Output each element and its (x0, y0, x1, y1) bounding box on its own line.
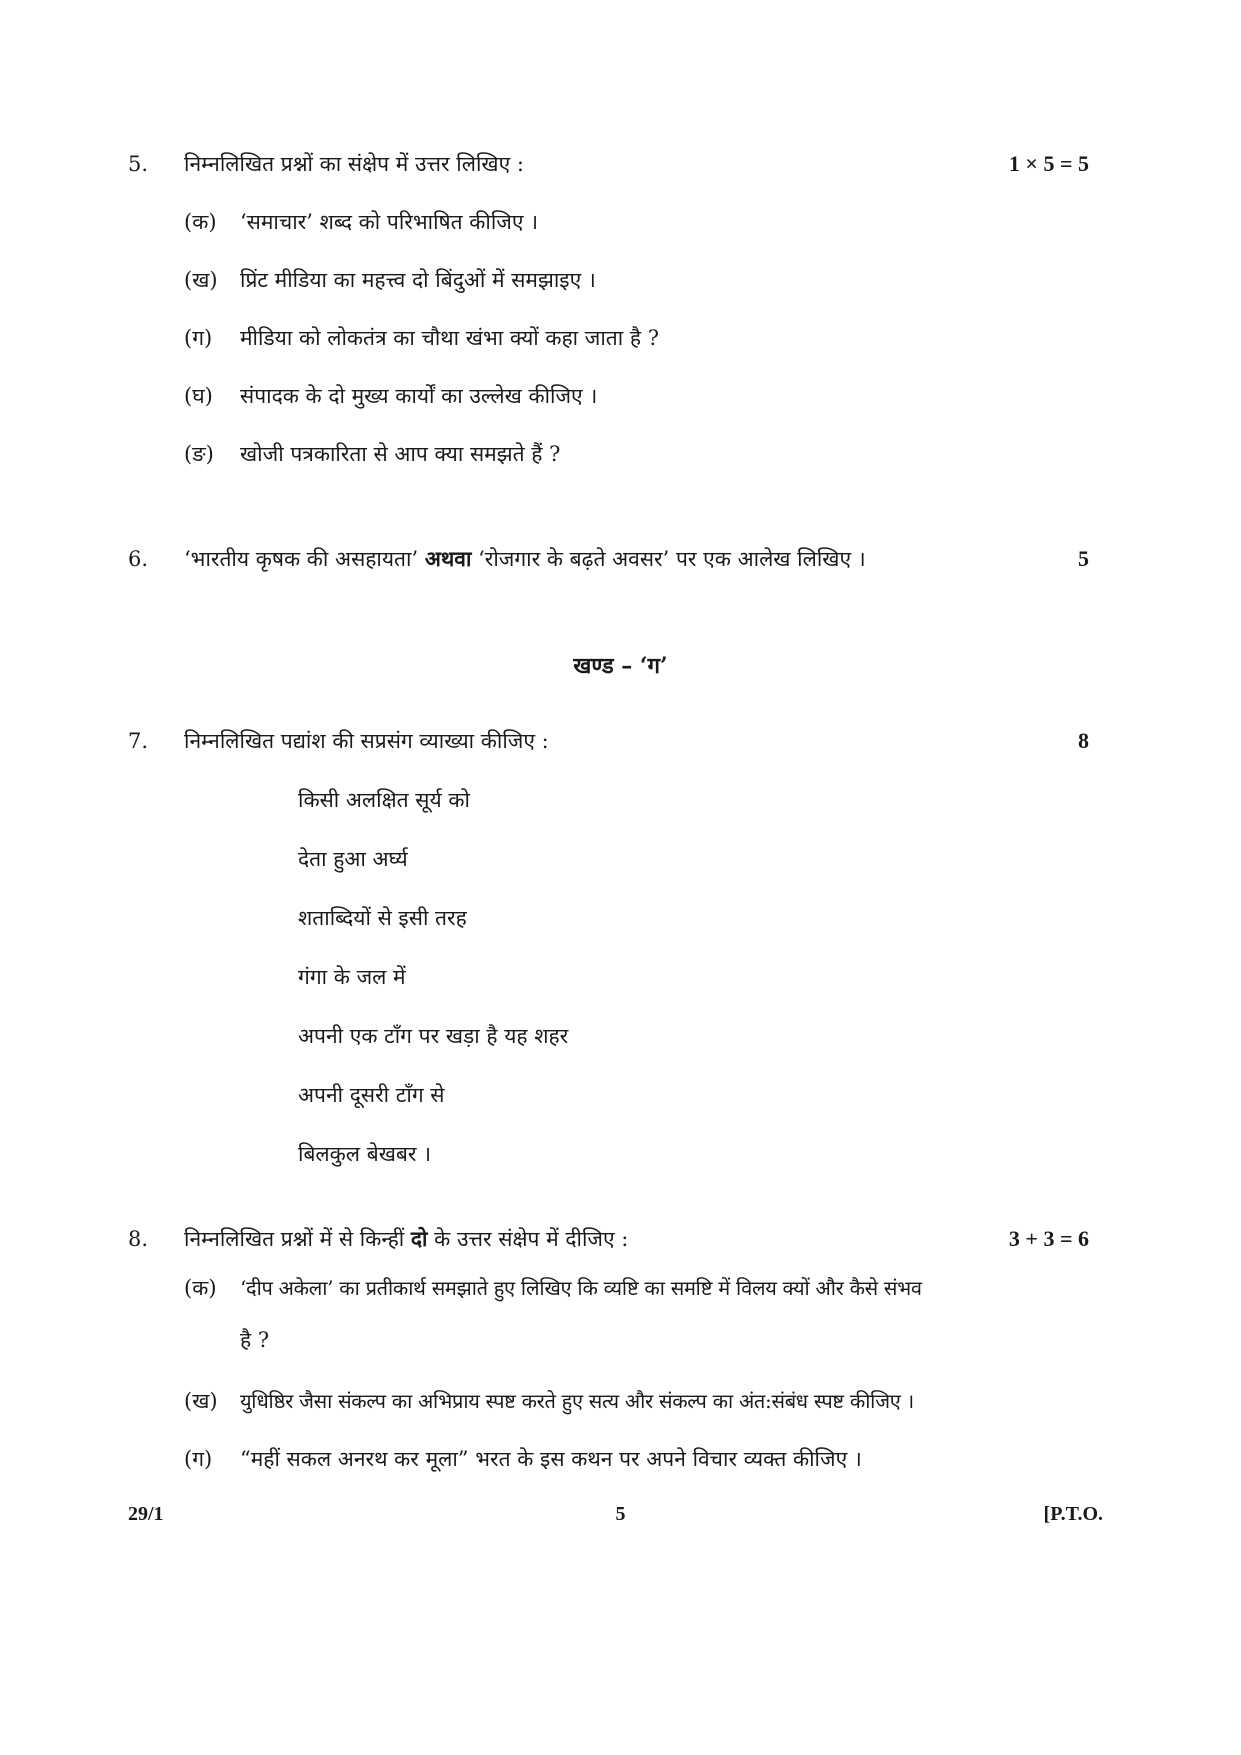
question-text: निम्नलिखित प्रश्नों का संक्षेप में उत्तर लिखिए : (184, 152, 524, 176)
sub-question-label: (क) (184, 210, 217, 234)
question-marks: 3 + 3 = 6 (1008, 1226, 1089, 1251)
sub-question-text: प्रिंट मीडिया का महत्त्व दो बिंदुओं में समझाइए । (240, 268, 596, 292)
question-text-part: ‘भारतीय कृषक की असहायता’ (184, 547, 425, 571)
page-number: 5 (615, 1503, 626, 1525)
sub-question-text: खोजी पत्रकारिता से आप क्या समझते हैं ? (240, 442, 561, 466)
question-marks: 8 (1078, 728, 1089, 753)
question-text (184, 1225, 628, 1253)
question-marks: 1 × 5 = 5 (1008, 151, 1089, 176)
sub-question-text: संपादक के दो मुख्य कार्यों का उल्लेख कीजिए । (240, 384, 598, 408)
sub-question-label: (ख) (184, 268, 218, 292)
verse-line: शताब्दियों से इसी तरह (298, 906, 467, 930)
question-text (184, 545, 866, 573)
sub-question-text-continued: है ? (240, 1328, 270, 1352)
sub-question-label: (ग) (184, 326, 213, 350)
sub-question-label: (ख) (184, 1389, 218, 1413)
verse-line: किसी अलक्षित सूर्य को (298, 788, 470, 812)
question-marks: 5 (1078, 546, 1089, 571)
sub-question-text: “महीं सकल अनरथ कर मूला” भरत के इस कथन पर अपने विचार व्यक्त कीजिए । (240, 1447, 862, 1471)
question-number: 6. (128, 547, 149, 571)
question-number: 5. (128, 152, 149, 176)
question-text-part: निम्नलिखित प्रश्नों में से किन्हीं (184, 1227, 411, 1251)
emphasis-word: दो (410, 1226, 428, 1251)
section-heading: खण्ड – ‘ग’ (573, 653, 668, 679)
sub-question-label: (घ) (184, 384, 213, 408)
sub-question-text: युधिष्ठिर जैसा संकल्प का अभिप्राय स्पष्ट करते हुए सत्य और संकल्प का अंत:संबंध स्पष्ट कीजिए । (240, 1389, 914, 1413)
verse-line: बिलकुल बेखबर । (298, 1142, 432, 1166)
sub-question-text: ‘दीप अकेला’ का प्रतीकार्थ समझाते हुए लिखिए कि व्यष्टि का समष्टि में विलय क्यों और कैसे संभव (240, 1276, 922, 1300)
question-text: निम्नलिखित पद्यांश की सप्रसंग व्याख्या कीजिए : (184, 729, 549, 753)
question-number: 7. (128, 729, 149, 753)
verse-line: अपनी एक टाँग पर खड़ा है यह शहर (298, 1024, 569, 1048)
sub-question-text: ‘समाचार’ शब्द को परिभाषित कीजिए । (240, 210, 539, 234)
verse-line: देता हुआ अर्घ्य (298, 847, 408, 871)
sub-question-label: (क) (184, 1276, 217, 1300)
question-text-part: के उत्तर संक्षेप में दीजिए : (427, 1227, 629, 1251)
paper-code: 29/1 (128, 1503, 164, 1525)
question-text-part: ‘रोजगार के बढ़ते अवसर’ पर एक आलेख लिखिए । (471, 547, 866, 571)
question-number: 8. (128, 1227, 149, 1251)
or-word: अथवा (424, 546, 472, 571)
verse-line: गंगा के जल में (298, 965, 406, 989)
verse-line: अपनी दूसरी टाँग से (298, 1083, 445, 1107)
sub-question-label: (ग) (184, 1447, 213, 1471)
sub-question-text: मीडिया को लोकतंत्र का चौथा खंभा क्यों कहा जाता है ? (240, 326, 659, 350)
pto-label: [P.T.O. (1043, 1503, 1103, 1525)
sub-question-label: (ङ) (184, 442, 214, 466)
